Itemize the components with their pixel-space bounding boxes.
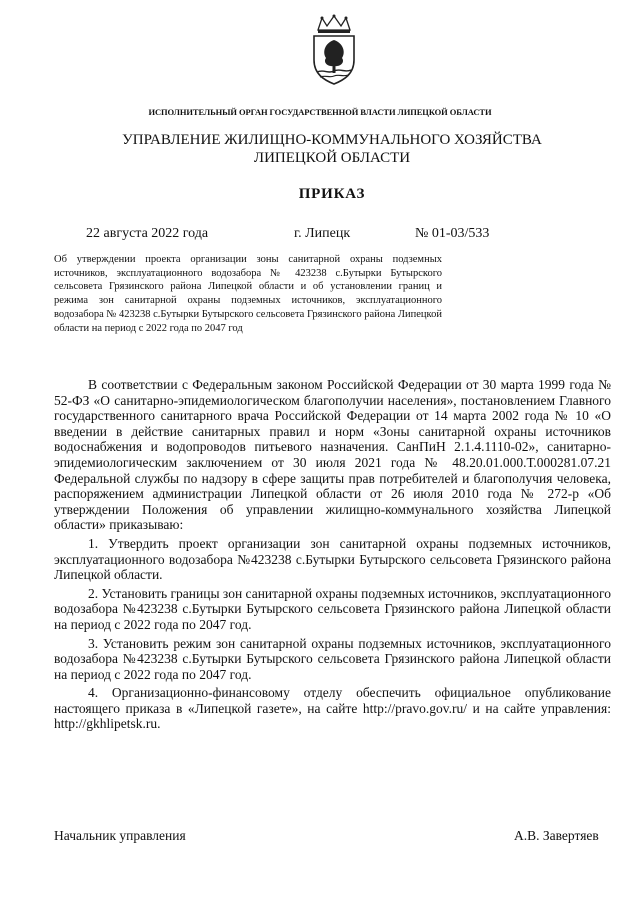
document-city: г. Липецк — [294, 226, 351, 241]
coat-of-arms-icon — [308, 14, 360, 86]
document-date: 22 августа 2022 года — [86, 226, 209, 241]
department-name — [0, 131, 640, 167]
body-item: 2. Установить границы зон санитарной охраны подземных источников, эксплуатационного водозабора №423238 с.Бутырки Бутырского сельсовета Грязинского района Липецкой области на период с 2022 года по 2047 год. — [54, 585, 611, 632]
signatory-name: А.В. Завертяев — [514, 828, 599, 843]
document-body — [54, 377, 611, 732]
body-item: 3. Установить режим зон санитарной охраны подземных источников, эксплуатационного водозабора №423238 с.Бутырки Бутырского сельсовета Грязинского района Липецкой области на период с 2022 года по 2047 год. — [54, 635, 611, 682]
body-item: 4. Организационно-финансовому отделу обеспечить официальное опубликование настоящего приказа в «Липецкой газете», на сайте http://pravo.gov.ru/ и на сайте управления: http://gkhlipetsk.ru. — [54, 685, 611, 732]
issuing-authority: ИСПОЛНИТЕЛЬНЫЙ ОРГАН ГОСУДАРСТВЕННОЙ ВЛАСТИ ЛИПЕЦКОЙ ОБЛАСТИ — [148, 107, 492, 117]
document-subject: Об утверждении проекта организации зоны санитарной охраны подземных источников, эксплуатационного водозабора № 423238 с.Бутырки Бутырского сельсовета Грязинского района Липецкой области и об установлении границ и режима зон санитарной охраны подземных источников, эксплуатационного водозабора № 423238 с.Бутырки Бутырского сельсовета Грязинского района Липецкой области на период с 2022 года по 2047 год — [54, 254, 442, 334]
department-name-line1: УПРАВЛЕНИЕ ЖИЛИЩНО-КОММУНАЛЬНОГО ХОЗЯЙСТВА — [122, 132, 542, 148]
body-preamble: В соответствии с Федеральным законом Российской Федерации от 30 марта 1999 года № 52-ФЗ «О санитарно-эпидемиологическом благополучии населения», постановлением Главного государственного санитарного врача Российской Федерации от 14 марта 2002 года № 10 «О введении в действие санитарных правил и норм «Зоны санитарной охраны источников водоснабжения и водопроводов питьевого назначения. СанПиН 2.1.4.1110-02», санитарно-эпидемиологическим заключением от 30 июля 2021 года № 48.20.01.000.Т.000281.07.21 Федеральной службы по надзору в сфере защиты прав потребителей и благополучия человека, распоряжением администрации Липецкой области от 26 июля 2010 года № 272-р «Об утверждении Положения об управлении жилищно-коммунального хозяйства Липецкой области» приказываю: — [54, 377, 611, 533]
document-type: ПРИКАЗ — [298, 186, 366, 202]
body-item: 1. Утвердить проект организации зон санитарной охраны подземных источников, эксплуатационного водозабора №423238 с.Бутырки Бутырского сельсовета Грязинского района Липецкой области. — [54, 535, 611, 583]
document-number: № 01-03/533 — [415, 226, 490, 241]
signatory-role: Начальник управления — [54, 828, 186, 843]
department-name-line2: ЛИПЕЦКОЙ ОБЛАСТИ — [253, 150, 411, 166]
